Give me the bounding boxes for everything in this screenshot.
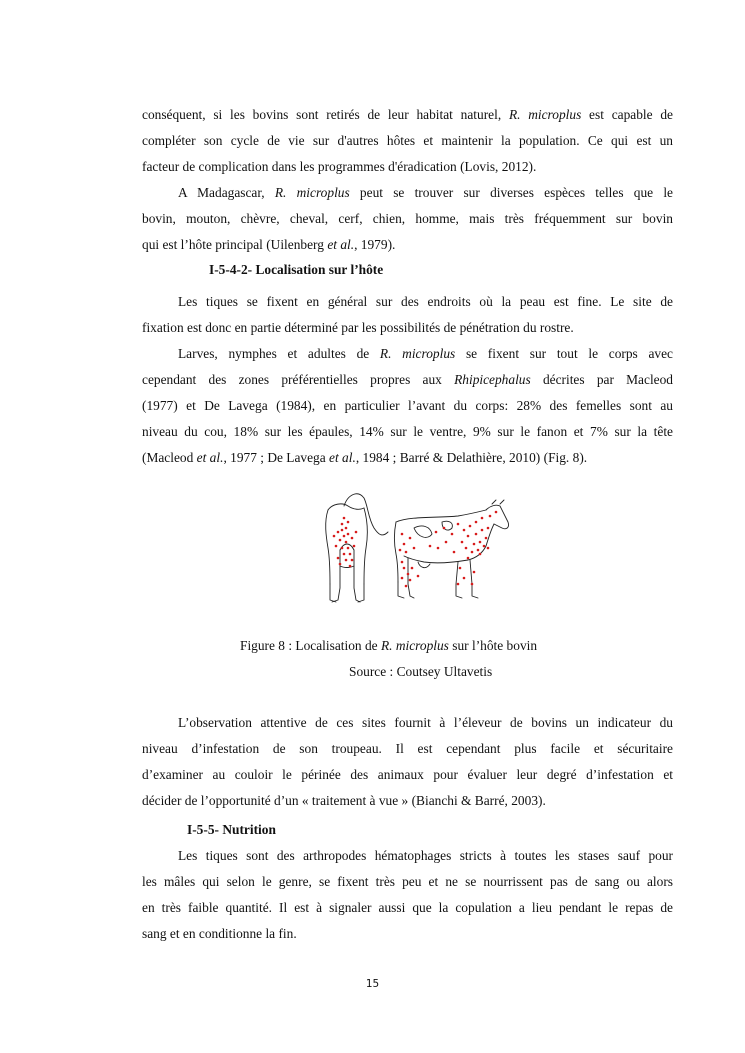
tick-dot <box>343 517 346 520</box>
text-line: en très faible quantité. Il est à signaler aussi que la copulation a lieu pendant le repas de <box>142 900 673 915</box>
text-line: fixation est donc en partie déterminé par les possibilités de pénétration du rostre. <box>142 320 574 335</box>
tick-dot <box>487 527 490 530</box>
tick-dot <box>489 515 492 518</box>
tick-dot <box>417 575 420 578</box>
tick-dot <box>401 577 404 580</box>
tick-dot <box>479 553 482 556</box>
tick-dot <box>399 549 402 552</box>
tick-dot <box>347 547 350 550</box>
tick-dot <box>475 521 478 524</box>
tick-dot <box>483 545 486 548</box>
tick-dot <box>339 563 342 566</box>
tick-dot <box>481 517 484 520</box>
text-line: (Macleod et al., 1977 ; De Lavega et al., 1984 ; Barré & Delathière, 2010) (Fig. 8). <box>142 450 588 465</box>
tick-dot <box>347 521 350 524</box>
cattle-tick-figure <box>318 488 516 610</box>
text-line: L’observation attentive de ces sites fournit à l’éleveur de bovins un indicateur du <box>178 715 673 730</box>
tick-dot <box>345 541 348 544</box>
tick-dot <box>405 585 408 588</box>
text-line: bovin, mouton, chèvre, cheval, cerf, chien, homme, mais très fréquemment sur bovin <box>142 211 673 226</box>
section-heading-localisation: I-5-4-2- Localisation sur l’hôte <box>209 262 384 277</box>
cow-side-view-drawing <box>395 500 509 598</box>
tick-dot <box>349 553 352 556</box>
tick-dot <box>351 537 354 540</box>
tick-dot <box>405 551 408 554</box>
tick-dot <box>467 557 470 560</box>
tick-dot <box>445 541 448 544</box>
tick-dot <box>475 533 478 536</box>
section-heading-nutrition: I-5-5- Nutrition <box>187 822 276 837</box>
tick-dot <box>429 545 432 548</box>
paragraph-observation <box>142 710 673 814</box>
text-line: sang et en conditionne la fin. <box>142 926 297 941</box>
tick-dot <box>461 541 464 544</box>
paragraph-fixation <box>142 289 673 341</box>
tick-dot <box>339 539 342 542</box>
tick-dot <box>473 543 476 546</box>
text-line: qui est l’hôte principal (Uilenberg et al., 1979). <box>142 237 396 252</box>
text-line: compléter son cycle de vie sur d'autres hôtes et maintenir la population. Ce qui est un <box>142 133 673 148</box>
text-line: conséquent, si les bovins sont retirés de leur habitat naturel, R. microplus est capable de <box>142 107 673 122</box>
species-name: R. microplus <box>274 185 350 200</box>
text-line: facteur de complication dans les programmes d'éradication (Lovis, 2012). <box>142 159 537 174</box>
tick-dot <box>345 559 348 562</box>
tick-dot <box>443 527 446 530</box>
tick-dot <box>435 531 438 534</box>
text-line: Les tiques se fixent en général sur des endroits où la peau est fine. Le site de <box>178 294 673 309</box>
tick-dot <box>413 547 416 550</box>
tick-dot <box>477 549 480 552</box>
tick-dot <box>337 557 340 560</box>
tick-dot <box>353 545 356 548</box>
tick-dot <box>471 583 474 586</box>
tick-dot <box>349 565 352 568</box>
tick-dot <box>341 529 344 532</box>
tick-dot <box>409 579 412 582</box>
tick-dot <box>355 531 358 534</box>
text-line: niveau du cou, 18% sur les épaules, 14% sur le ventre, 9% sur le fanon et 7% sur la tête <box>142 424 673 439</box>
tick-dot <box>411 567 414 570</box>
tick-dot <box>341 523 344 526</box>
tick-dot <box>333 535 336 538</box>
tick-dot <box>401 561 404 564</box>
tick-dot <box>343 553 346 556</box>
page-number: 15 <box>365 978 380 990</box>
text-line: (1977) et De Lavega (1984), en particulier l’avant du corps: 28% des femelles sont au <box>142 398 673 413</box>
text-line: A Madagascar, R. microplus peut se trouver sur diverses espèces telles que le <box>178 185 673 200</box>
cow-rear-view-drawing <box>326 494 388 602</box>
tick-dot <box>457 583 460 586</box>
figure-caption: Figure 8 : Localisation de R. microplus sur l’hôte bovin <box>240 638 538 653</box>
species-name: R. microplus <box>379 346 456 361</box>
paragraph-madagascar <box>142 180 673 258</box>
tick-dot <box>495 511 498 514</box>
tick-dot <box>351 559 354 562</box>
tick-dot <box>437 547 440 550</box>
text-line: niveau d’infestation de son troupeau. Il est cependant plus facile et sécuritaire <box>142 741 673 756</box>
tick-dot <box>485 537 488 540</box>
tick-dot <box>451 533 454 536</box>
tick-dot <box>459 567 462 570</box>
tick-dot <box>347 533 350 536</box>
tick-dot <box>335 545 338 548</box>
tick-dot <box>403 543 406 546</box>
tick-dot <box>457 523 460 526</box>
tick-dot <box>487 547 490 550</box>
tick-dot <box>463 529 466 532</box>
tick-dot <box>343 535 346 538</box>
tick-dot <box>407 573 410 576</box>
paragraph-continuation <box>142 102 673 180</box>
tick-dot <box>401 533 404 536</box>
paragraph-zones <box>142 341 673 471</box>
text-line: Larves, nymphes et adultes de R. microplus se fixent sur tout le corps avec <box>178 346 673 361</box>
tick-dot <box>337 531 340 534</box>
species-name: R. microplus <box>508 107 582 122</box>
genus-name: Rhipicephalus <box>454 372 531 387</box>
tick-dot <box>471 551 474 554</box>
text-line: décider de l’opportunité d’un « traitement à vue » (Bianchi & Barré, 2003). <box>142 793 546 808</box>
tick-dot <box>465 547 468 550</box>
tick-dot <box>467 535 470 538</box>
tick-dot <box>469 525 472 528</box>
text-line: les mâles qui selon le genre, se fixent très peu et ne se nourrissent pas de sang ou alors <box>142 874 673 889</box>
tick-dot <box>453 551 456 554</box>
tick-dot <box>463 577 466 580</box>
tick-dot <box>409 537 412 540</box>
text-line: Les tiques sont des arthropodes hématophages stricts à toutes les stases sauf pour <box>178 848 673 863</box>
tick-dot <box>341 547 344 550</box>
text-line: d’examiner au couloir le périnée des animaux pour évaluer leur degré d’infestation et <box>142 767 673 782</box>
tick-dot <box>473 571 476 574</box>
tick-dot <box>403 567 406 570</box>
tick-dot <box>345 527 348 530</box>
figure-source: Source : Coutsey Ultavetis <box>349 664 493 679</box>
tick-dot <box>481 529 484 532</box>
tick-dot <box>479 541 482 544</box>
tick-markers <box>333 511 498 588</box>
text-line: cependant des zones préférentielles propres aux Rhipicephalus décrites par Macleod <box>142 372 674 387</box>
paragraph-nutrition <box>142 843 673 947</box>
